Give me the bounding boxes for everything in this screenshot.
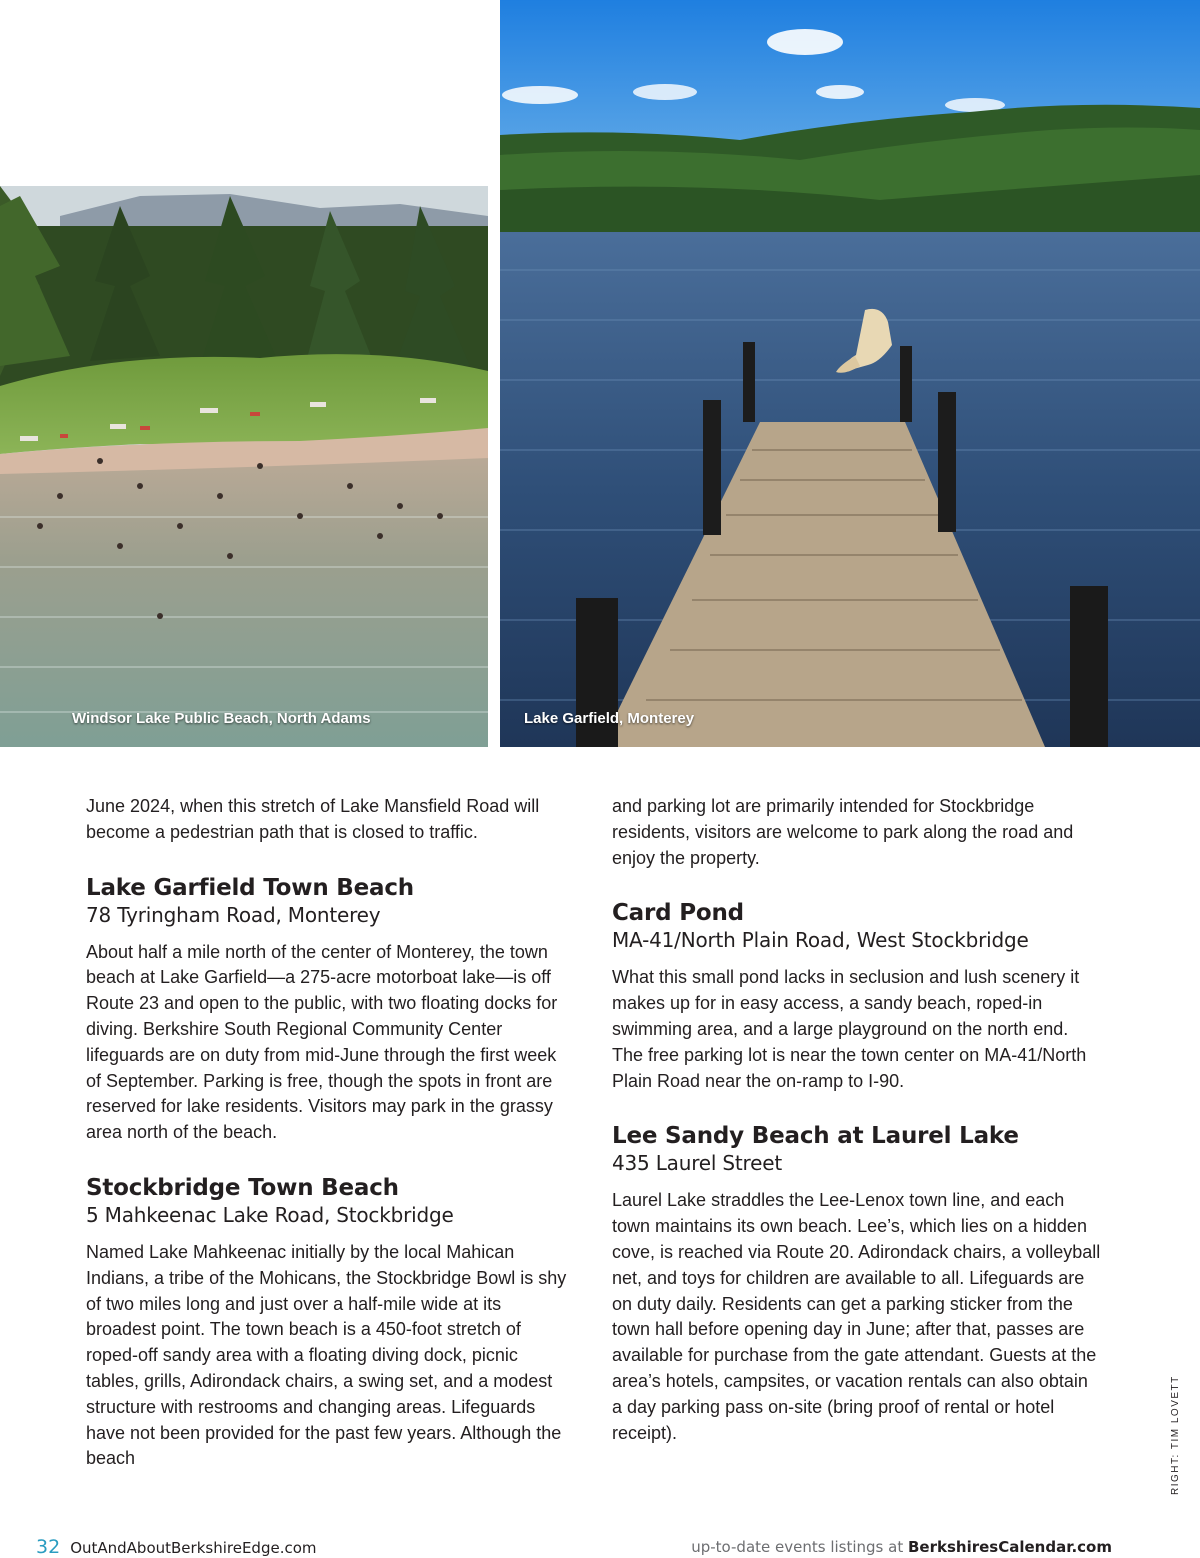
section-title: Card Pond [612, 900, 744, 927]
photo-lake-garfield [500, 0, 1200, 747]
section-body: Laurel Lake straddles the Lee-Lenox town line, and each town maintains its own beach. Lee’s, which lies on a hidden cove, is reached via Route 20. Adirondack chairs, a volleyball net, and toys for children are available to all. Lifeguards are on duty daily. Residents can get a parking sticker from the town hall before opening day in June; after that, passes are available for purchase from the gate attendant. Guests at the area’s hotels, campsites, or vacation rentals can also obtain a day parking pass on-site (bring proof of rental or hotel receipt). [612, 1190, 1101, 1443]
right-column [612, 794, 1102, 1466]
section-title: Lee Sandy Beach at Laurel Lake [612, 1123, 1019, 1150]
section-address: 5 Mahkeenac Lake Road, Stockbridge [86, 1202, 454, 1227]
footer-right [691, 1538, 1112, 1556]
photo-windsor-lake [0, 186, 488, 747]
section-lee-sandy-beach [612, 1122, 1102, 1446]
left-column [86, 794, 574, 1492]
footer-lead-text: up-to-date events listings at [691, 1538, 904, 1556]
footer-calendar-link[interactable]: BerkshiresCalendar.com [908, 1538, 1112, 1556]
intro-paragraph: and parking lot are primarily intended for Stockbridge residents, visitors are welcome to park along the road and enjoy the property. [612, 796, 1074, 868]
section-stockbridge-town-beach [86, 1174, 574, 1472]
section-lake-garfield-town-beach [86, 874, 574, 1146]
section-body: About half a mile north of the center of Monterey, the town beach at Lake Garfield—a 275-acre motorboat lake—is off Route 23 and open to the public, with two floating docks for diving. Berkshire South Regional Community Center lifeguards are on duty from mid-June through the first week of September. Parking is free, though the spots in front are reserved for lake residents. Visitors may park in the grassy area north of the beach. [86, 941, 558, 1143]
footer-left [36, 1536, 317, 1558]
section-card-pond [612, 899, 1102, 1094]
photo-caption-garfield: Lake Garfield, Monterey [524, 710, 695, 727]
photo-caption-windsor: Windsor Lake Public Beach, North Adams [72, 710, 371, 727]
photo-credit: RIGHT: TIM LOVETT [1170, 1375, 1181, 1495]
footer-site-link[interactable]: OutAndAboutBerkshireEdge.com [70, 1539, 317, 1557]
intro-paragraph: June 2024, when this stretch of Lake Mansfield Road will become a pedestrian path that is closed to traffic. [86, 796, 540, 842]
page-number: 32 [36, 1536, 61, 1558]
section-address: MA-41/North Plain Road, West Stockbridge [612, 928, 1029, 953]
section-body: What this small pond lacks in seclusion and lush scenery it makes up for in easy access, a sandy beach, roped-in swimming area, and a large playground on the north end. The free parking lot is near the town center on MA-41/North Plain Road near the on-ramp to I-90. [612, 967, 1087, 1091]
section-address: 78 Tyringham Road, Monterey [86, 902, 381, 927]
section-address: 435 Laurel Street [612, 1151, 782, 1176]
windsor-lake-image [0, 186, 488, 747]
section-title: Lake Garfield Town Beach [86, 874, 414, 901]
section-title: Stockbridge Town Beach [86, 1174, 399, 1201]
lake-garfield-image [500, 0, 1200, 747]
section-body: Named Lake Mahkeenac initially by the local Mahican Indians, a tribe of the Mohicans, the Stockbridge Bowl is shy of two miles long and just over a half-mile wide at its broadest point. The town beach is a 450-foot stretch of roped-off sandy area with a floating diving dock, picnic tables, grills, Adirondack chairs, a swing set, and a modest structure with restrooms and changing areas. Lifeguards have not been provided for the past few years. Although the beach [86, 1241, 567, 1469]
